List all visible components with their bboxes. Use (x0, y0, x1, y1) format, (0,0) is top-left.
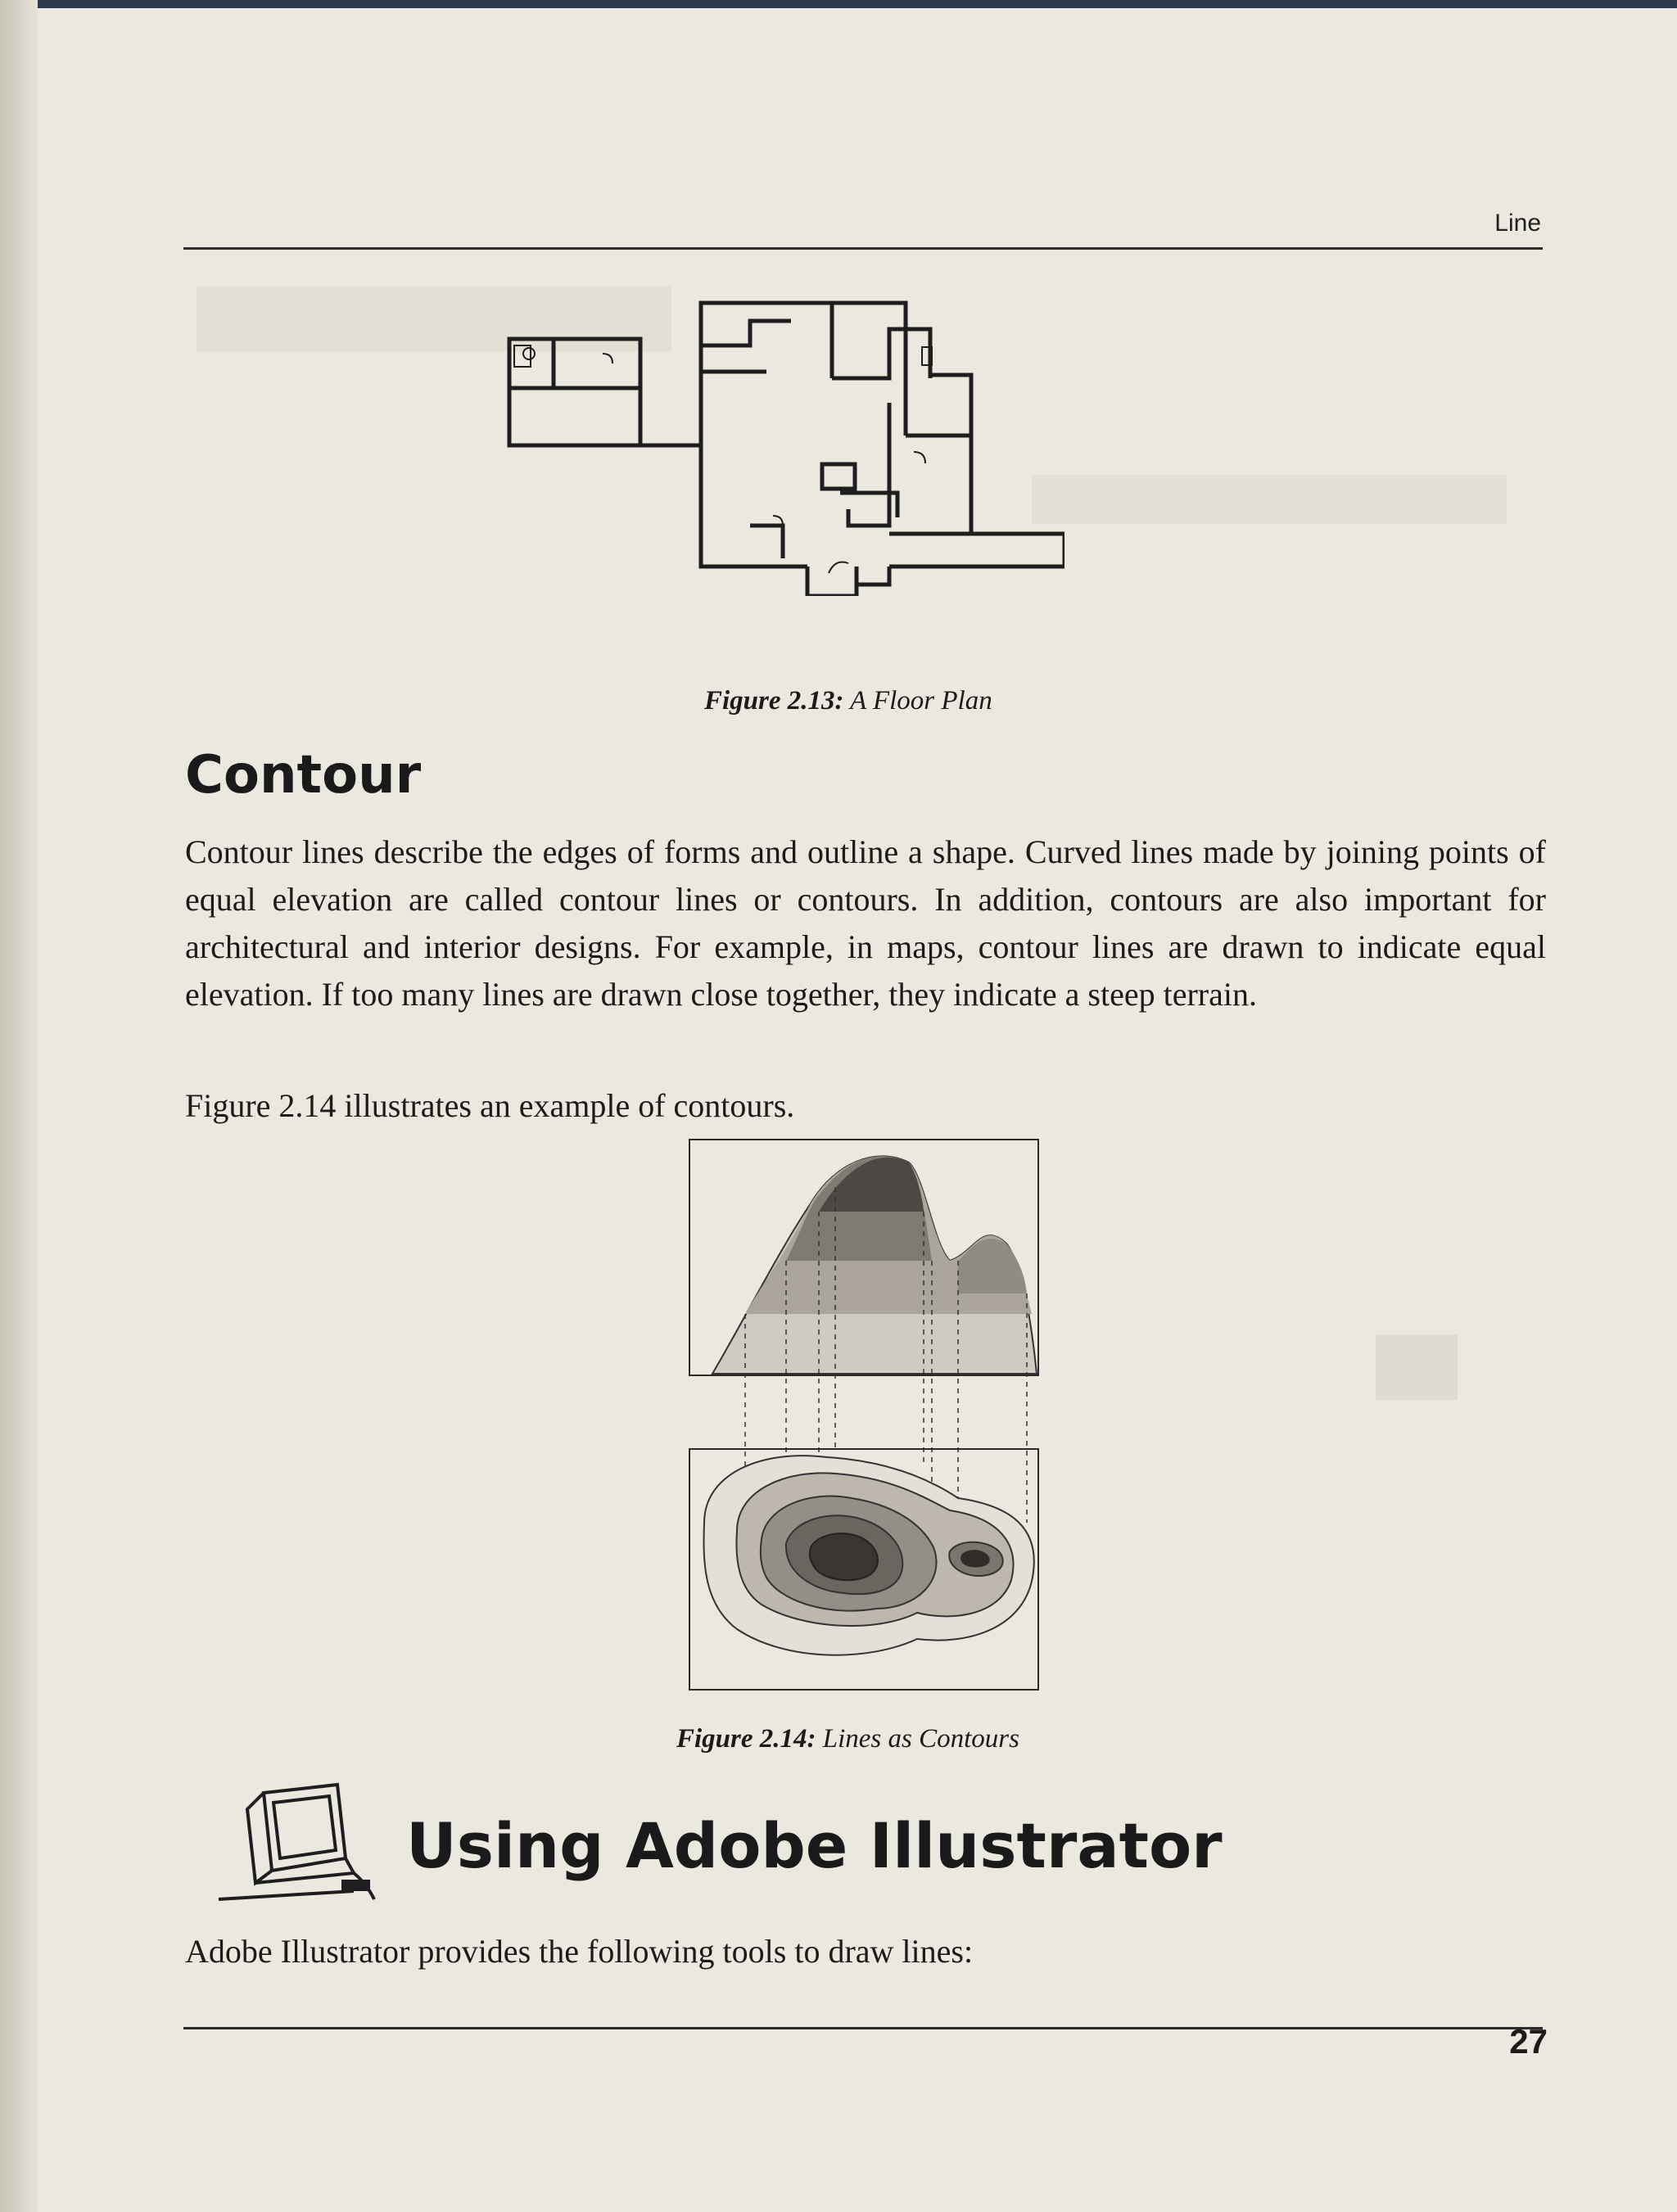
contour-paragraph: Contour lines describe the edges of forms and outline a shape. Curved lines made by joining points of equal elevation are called contour lines or contours. In addition, contours are also important for architectural and interior designs. For example, in maps, contour lines are drawn to indicate equal elevation. If too many lines are drawn close together, they indicate a steep terrain. (185, 833, 1546, 1013)
contour-figure-reference: Figure 2.14 illustrates an example of contours. (185, 1087, 795, 1124)
running-head: Line (1494, 210, 1541, 237)
page-number: 27 (1509, 2022, 1548, 2061)
contour-heading: Contour (185, 745, 422, 806)
floor-plan-figure (504, 296, 1065, 596)
page-binding-edge (0, 0, 38, 2212)
figure-2-13-caption: Figure 2.13: A Floor Plan (704, 686, 992, 716)
figure-2-14-caption: Figure 2.14: Lines as Contours (676, 1724, 1019, 1754)
page-top-edge (0, 0, 1677, 8)
header-rule (183, 247, 1543, 250)
contour-figure (688, 1138, 1040, 1691)
footer-rule (183, 2027, 1543, 2029)
illustrator-paragraph: Adobe Illustrator provides the following tools to draw lines: (185, 1933, 974, 1970)
illustrator-heading: Using Adobe Illustrator (406, 1809, 1223, 1882)
computer-icon (215, 1776, 378, 1907)
